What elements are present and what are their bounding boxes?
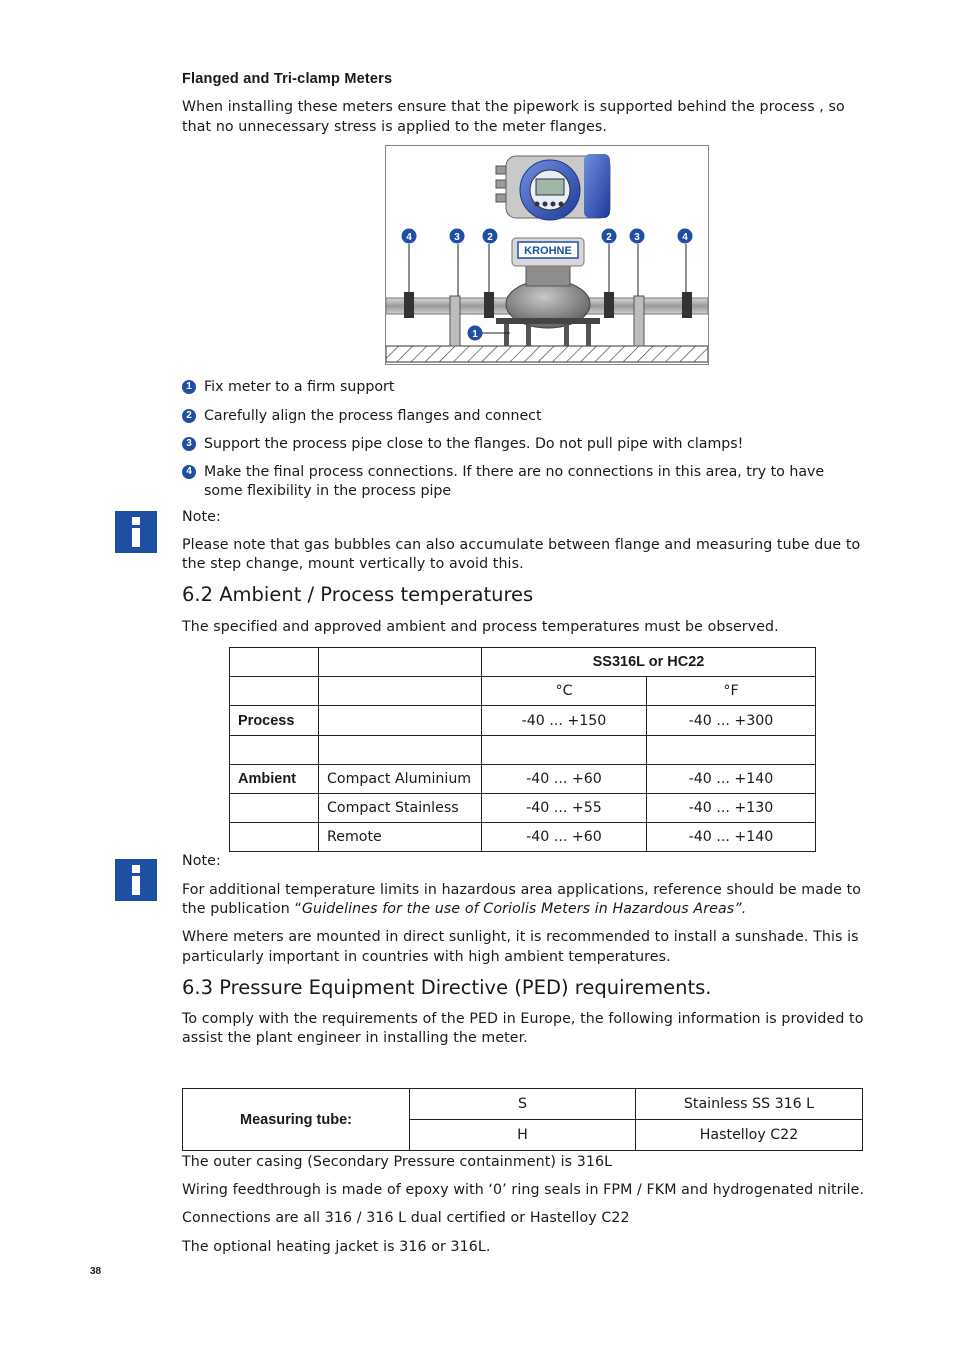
note1-line1: Please note that gas bubbles can also accumulate between flange and measuring tube due to: [182, 537, 861, 553]
cable-gland-1: [496, 166, 506, 174]
cable-gland-2: [496, 180, 506, 188]
section-6-3-intro-line1: To comply with the requirements of the PED in Europe, the following information is provided to: [182, 1011, 864, 1027]
base-leg-3: [564, 324, 569, 346]
installation-figure: [385, 145, 709, 365]
step-number-1: 1: [182, 380, 196, 394]
flange-2: [484, 292, 494, 318]
step-number-3: 3: [182, 437, 196, 451]
table-cell: -40 ... +150: [482, 706, 647, 736]
table-cell: [230, 736, 319, 765]
note2-label: Note:: [182, 853, 221, 869]
publication-title: Guidelines for the use of Coriolis Meters in Hazardous Areas”.: [301, 901, 747, 917]
section-6-3-intro-line2: assist the plant engineer in installing the meter.: [182, 1030, 528, 1046]
info-icon: [115, 511, 157, 553]
table-cell: Compact Stainless: [319, 794, 482, 823]
closing-line-3: Connections are all 316 / 316 L dual certified or Hastelloy C22: [182, 1210, 630, 1226]
marker-2-left-label: 2: [487, 232, 493, 243]
closing-line-4: The optional heating jacket is 316 or 316L.: [182, 1239, 491, 1255]
table-cell: -40 ... +140: [647, 765, 816, 794]
info-icon: [115, 859, 157, 901]
ground-hatch: [386, 346, 708, 362]
step-text-3: Support the process pipe close to the flanges. Do not pull pipe with clamps!: [204, 436, 744, 452]
marker-3-left-label: 3: [454, 232, 460, 243]
display-key-1: [535, 202, 540, 207]
flanged-intro-line1: When installing these meters ensure that the pipework is supported behind the process , so: [182, 99, 845, 115]
marker-4-left-label: 4: [406, 232, 412, 243]
note1-label: Note:: [182, 509, 221, 525]
temp-table-unit-c: °C: [482, 677, 647, 706]
step-4: [182, 463, 824, 501]
meter-installation-diagram: [386, 146, 708, 364]
table-cell: -40 ... +60: [482, 823, 647, 852]
temp-table-blank: [230, 648, 319, 677]
display-key-4: [559, 202, 564, 207]
table-cell: [230, 794, 319, 823]
step-text-1: Fix meter to a firm support: [204, 379, 395, 395]
display-key-3: [551, 202, 556, 207]
marker-4-right-label: 4: [682, 232, 688, 243]
table-cell: [319, 736, 482, 765]
display-screen: [536, 179, 564, 195]
step-number-2: 2: [182, 409, 196, 423]
section-heading-flanged: Flanged and Tri-clamp Meters: [182, 71, 393, 87]
table-cell: Compact Aluminium: [319, 765, 482, 794]
base-leg-4: [586, 324, 591, 346]
table-cell: [319, 706, 482, 736]
note2-para2-line1: Where meters are mounted in direct sunlight, it is recommended to install a sunshade. This is: [182, 929, 859, 945]
note2-line2-prefix: the publication “: [182, 901, 302, 917]
note1-line2: the step change, mount vertically to avoid this.: [182, 556, 524, 572]
step-text-2: Carefully align the process flanges and connect: [204, 408, 542, 424]
temperature-table: [229, 647, 816, 852]
step-3: [182, 435, 743, 454]
table-cell: Ambient: [230, 765, 319, 794]
pipe-support-left: [450, 296, 460, 346]
step-2: [182, 407, 542, 426]
marker-3-right-label: 3: [634, 232, 640, 243]
closing-line-2: Wiring feedthrough is made of epoxy with ‘0’ ring seals in FPM / FKM and hydrogenated nitrile.: [182, 1182, 865, 1198]
temp-table-blank: [319, 648, 482, 677]
meter-base: [496, 318, 600, 324]
flanged-intro-line2: that no unnecessary stress is applied to the meter flanges.: [182, 119, 608, 135]
temp-table-blank: [230, 677, 319, 706]
table-cell: Hastelloy C22: [636, 1120, 863, 1151]
table-cell: [482, 736, 647, 765]
converter-cap-right: [584, 154, 610, 218]
table-cell: -40 ... +140: [647, 823, 816, 852]
display-key-2: [543, 202, 548, 207]
step-number-4: 4: [182, 465, 196, 479]
base-leg-1: [504, 324, 509, 346]
marker-1-label: 1: [472, 329, 478, 340]
temp-table-blank: [319, 677, 482, 706]
flange-3: [604, 292, 614, 318]
table-cell: -40 ... +60: [482, 765, 647, 794]
temp-table-header: SS316L or HC22: [482, 648, 816, 677]
temp-table-unit-f: °F: [647, 677, 816, 706]
table-cell: Remote: [319, 823, 482, 852]
pipe-support-right: [634, 296, 644, 346]
meter-neck: [526, 264, 570, 286]
note2-line1: For additional temperature limits in hazardous area applications, reference should be made to: [182, 882, 862, 898]
step-text-4-line1: Make the final process connections. If there are no connections in this area, try to have: [204, 464, 825, 480]
table-cell: Process: [230, 706, 319, 736]
brand-label: KROHNE: [524, 245, 572, 257]
note2-line2: [182, 900, 746, 920]
closing-line-1: The outer casing (Secondary Pressure containment) is 316L: [182, 1154, 613, 1170]
flange-4: [682, 292, 692, 318]
measuring-tube-table: [182, 1088, 863, 1151]
section-6-2-intro: The specified and approved ambient and process temperatures must be observed.: [182, 619, 779, 635]
table-cell: [230, 823, 319, 852]
base-leg-2: [526, 324, 531, 346]
table-cell: -40 ... +130: [647, 794, 816, 823]
section-heading-6-3: 6.3 Pressure Equipment Directive (PED) requirements.: [182, 976, 712, 999]
marker-2-right-label: 2: [606, 232, 612, 243]
table-cell: [647, 736, 816, 765]
page-number: 38: [90, 1266, 102, 1277]
note2-para2-line2: particularly important in countries with high ambient temperatures.: [182, 949, 671, 965]
table-cell: -40 ... +300: [647, 706, 816, 736]
table-cell: H: [410, 1120, 636, 1151]
table-cell: Stainless SS 316 L: [636, 1089, 863, 1120]
step-1: [182, 378, 394, 397]
table-cell: S: [410, 1089, 636, 1120]
step-text-4-line2: some flexibility in the process pipe: [204, 483, 452, 499]
table-cell: -40 ... +55: [482, 794, 647, 823]
flange-1: [404, 292, 414, 318]
tube-table-label: Measuring tube:: [183, 1089, 410, 1151]
cable-gland-3: [496, 194, 506, 202]
section-heading-6-2: 6.2 Ambient / Process temperatures: [182, 583, 534, 606]
